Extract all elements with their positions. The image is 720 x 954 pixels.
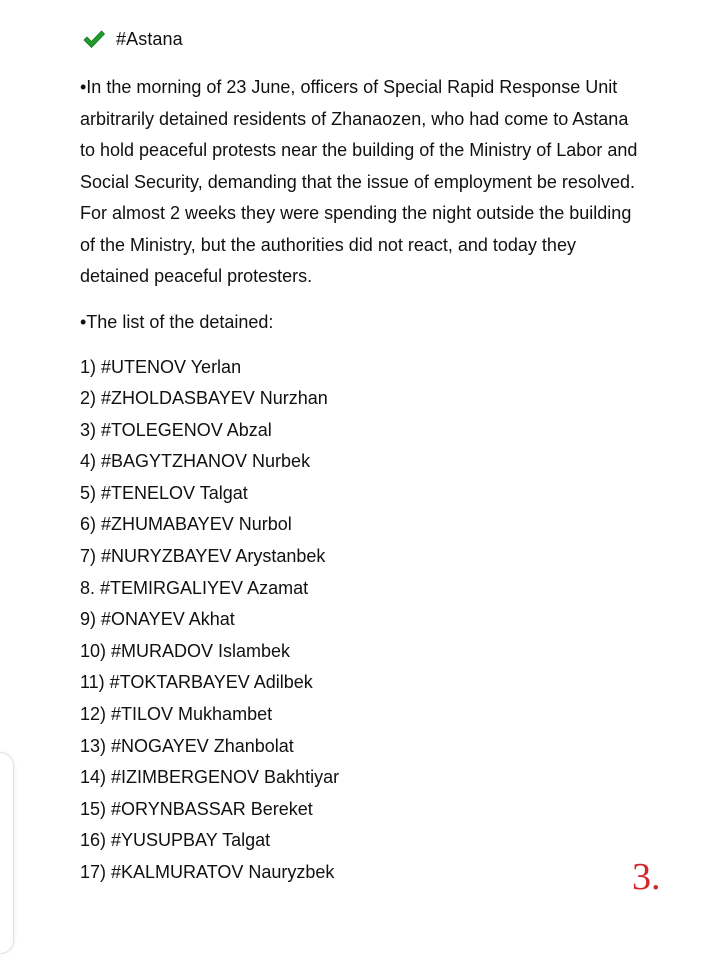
detained-list [80, 352, 660, 889]
list-item: 2) #ZHOLDASBAYEV Nurzhan [80, 388, 328, 409]
list-item: 15) #ORYNBASSAR Bereket [80, 798, 313, 819]
list-item: 5) #TENELOV Talgat [80, 482, 248, 503]
list-item: 3) #TOLEGENOV Abzal [80, 419, 272, 440]
list-item: 10) #MURADOV Islambek [80, 640, 291, 661]
report-paragraph: •In the morning of 23 June, officers of Special Rapid Response Unit arbitrarily detained residents of Zhanaozen, who had come to Astana to hold peaceful protests near the building of the Ministry of Labor and Social Security, demanding that the issue of employment be resolved. For almost 2 weeks they were spending the night outside the building of the Ministry, but the authorities did not react, and today they detained peaceful protesters. [80, 77, 638, 286]
list-intro: •The list of the detained: [80, 311, 274, 332]
list-item: 17) #KALMURATOV Nauryzbek [80, 862, 335, 882]
list-item: 1) #UTENOV Yerlan [80, 356, 242, 377]
list-item: 4) #BAGYTZHANOV Nurbek [80, 451, 311, 472]
heading [82, 26, 660, 52]
list-item: 8. #TEMIRGALIYEV Azamat [80, 577, 309, 598]
list-item: 13) #NOGAYEV Zhanbolat [80, 735, 294, 756]
list-item: 9) #ONAYEV Akhat [80, 609, 235, 630]
list-item: 11) #TOKTARBAYEV Adilbek [80, 672, 313, 693]
list-item: 12) #TILOV Mukhambet [80, 704, 273, 725]
list-item: 6) #ZHUMABAYEV Nurbol [80, 514, 292, 535]
page-number: 3. [632, 856, 661, 898]
list-item: 16) #YUSUPBAY Talgat [80, 830, 271, 851]
list-item: 7) #NURYZBAYEV Arystanbek [80, 546, 326, 567]
document-content [80, 26, 660, 889]
heading-hashtag: #Astana [116, 28, 183, 49]
side-panel-tab[interactable] [0, 752, 14, 954]
list-item: 14) #IZIMBERGENOV Bakhtiyar [80, 767, 340, 788]
check-mark-icon [82, 28, 106, 50]
